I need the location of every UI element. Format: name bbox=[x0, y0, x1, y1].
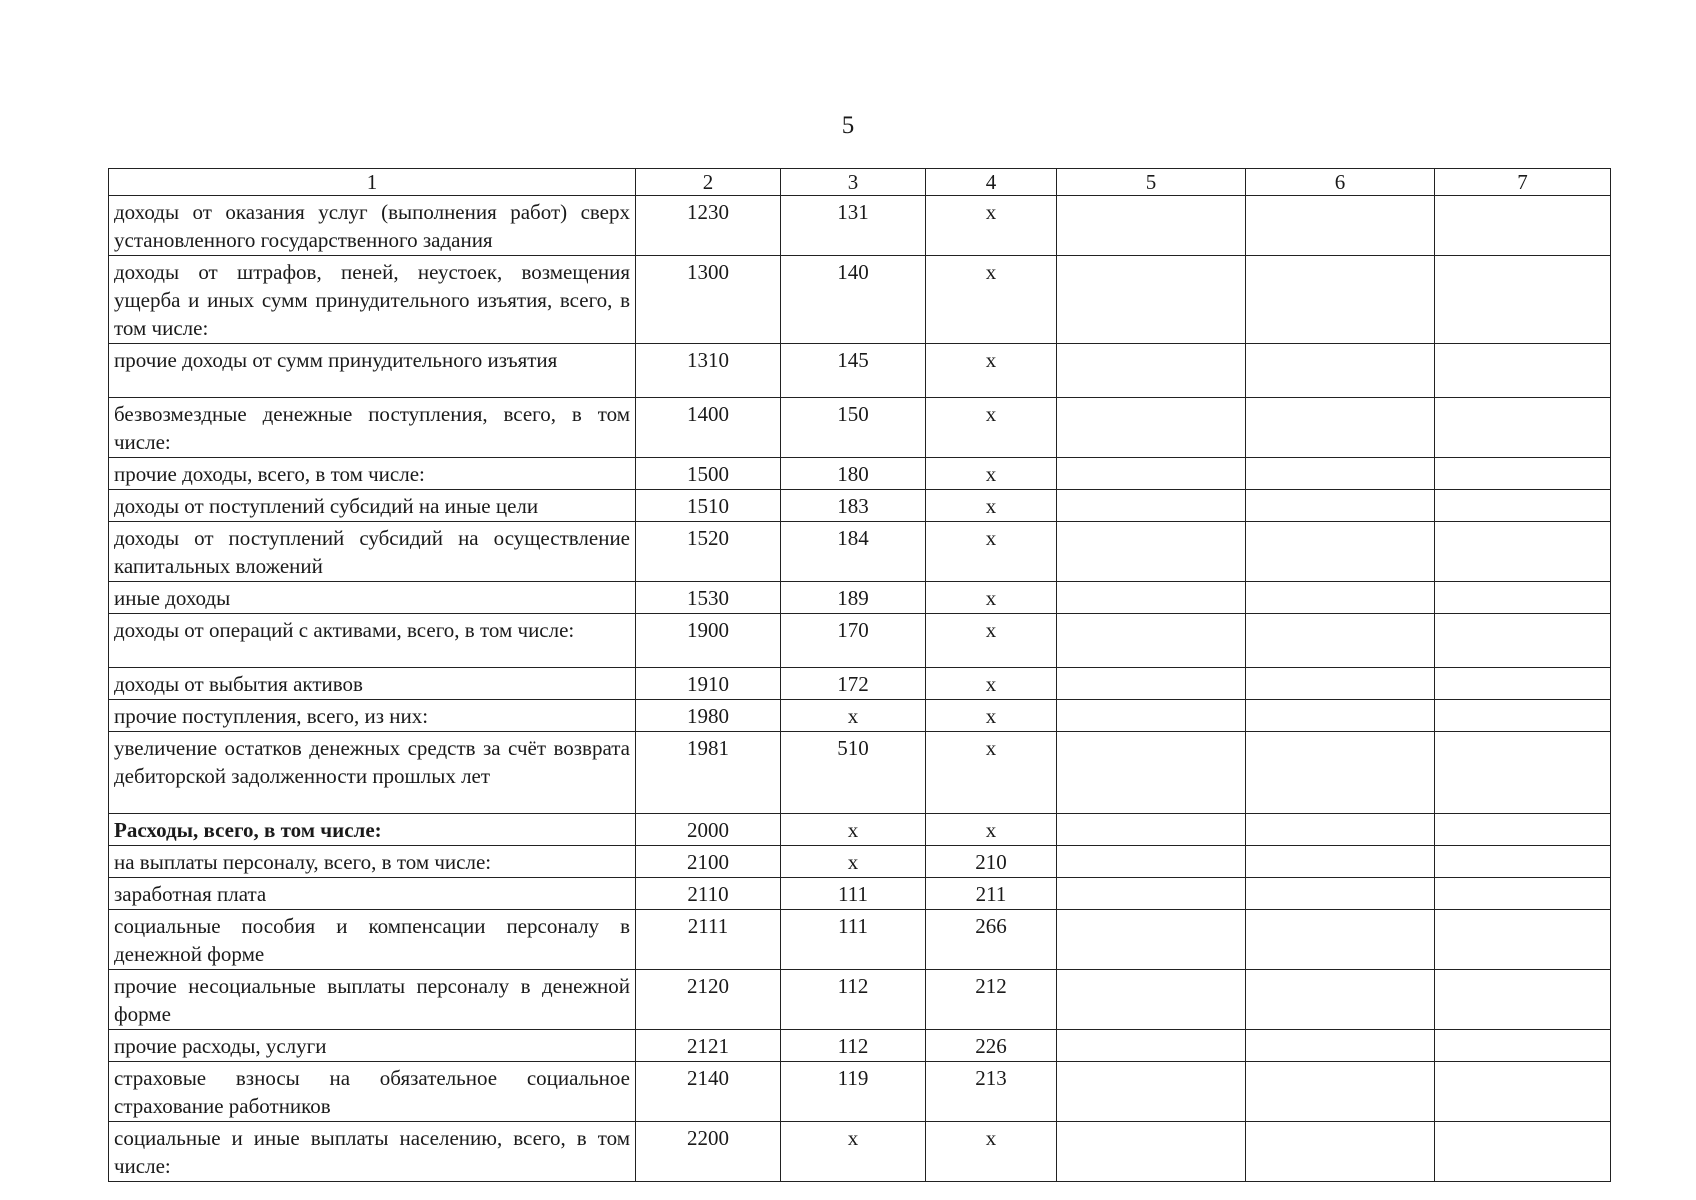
row-column-7 bbox=[1435, 878, 1611, 910]
table-row bbox=[109, 458, 1611, 490]
row-kosgu-code: x bbox=[781, 814, 926, 846]
header-cell-4: 4 bbox=[926, 169, 1057, 196]
row-column-4: x bbox=[926, 398, 1057, 458]
row-column-7 bbox=[1435, 1030, 1611, 1062]
row-column-6 bbox=[1246, 846, 1435, 878]
row-column-6 bbox=[1246, 398, 1435, 458]
row-column-7 bbox=[1435, 846, 1611, 878]
row-column-4: x bbox=[926, 814, 1057, 846]
row-description: прочие несоциальные выплаты персоналу в денежной форме bbox=[109, 970, 636, 1030]
row-column-7 bbox=[1435, 398, 1611, 458]
row-column-4: x bbox=[926, 458, 1057, 490]
table-body bbox=[109, 196, 1611, 1182]
row-column-7 bbox=[1435, 490, 1611, 522]
row-code: 1510 bbox=[636, 490, 781, 522]
row-code: 2121 bbox=[636, 1030, 781, 1062]
row-code: 2000 bbox=[636, 814, 781, 846]
row-column-4: x bbox=[926, 700, 1057, 732]
row-column-5 bbox=[1057, 458, 1246, 490]
table-row bbox=[109, 582, 1611, 614]
row-column-6 bbox=[1246, 582, 1435, 614]
row-description: страховые взносы на обязательное социальное страхование работников bbox=[109, 1062, 636, 1122]
row-column-7 bbox=[1435, 614, 1611, 668]
row-column-6 bbox=[1246, 614, 1435, 668]
row-column-5 bbox=[1057, 196, 1246, 256]
row-kosgu-code: 112 bbox=[781, 1030, 926, 1062]
row-description: доходы от оказания услуг (выполнения работ) сверх установленного государственного задания bbox=[109, 196, 636, 256]
row-description: доходы от операций с активами, всего, в том числе: bbox=[109, 614, 636, 668]
row-column-4: x bbox=[926, 490, 1057, 522]
row-column-7 bbox=[1435, 582, 1611, 614]
row-code: 2110 bbox=[636, 878, 781, 910]
row-code: 1300 bbox=[636, 256, 781, 344]
row-column-5 bbox=[1057, 256, 1246, 344]
row-kosgu-code: 510 bbox=[781, 732, 926, 814]
row-column-5 bbox=[1057, 614, 1246, 668]
row-code: 1500 bbox=[636, 458, 781, 490]
header-cell-7: 7 bbox=[1435, 169, 1611, 196]
row-column-5 bbox=[1057, 970, 1246, 1030]
row-code: 1310 bbox=[636, 344, 781, 398]
row-column-4: x bbox=[926, 582, 1057, 614]
table-row bbox=[109, 700, 1611, 732]
table-row bbox=[109, 256, 1611, 344]
row-column-6 bbox=[1246, 196, 1435, 256]
row-column-4: x bbox=[926, 668, 1057, 700]
row-column-4: x bbox=[926, 522, 1057, 582]
table-row bbox=[109, 732, 1611, 814]
row-description: Расходы, всего, в том числе: bbox=[109, 814, 636, 846]
row-description: увеличение остатков денежных средств за счёт возврата дебиторской задолженности прошлых лет bbox=[109, 732, 636, 814]
row-description: доходы от выбытия активов bbox=[109, 668, 636, 700]
row-column-7 bbox=[1435, 668, 1611, 700]
row-column-7 bbox=[1435, 256, 1611, 344]
row-kosgu-code: 172 bbox=[781, 668, 926, 700]
row-description: заработная плата bbox=[109, 878, 636, 910]
row-kosgu-code: x bbox=[781, 846, 926, 878]
row-kosgu-code: 180 bbox=[781, 458, 926, 490]
table-row bbox=[109, 814, 1611, 846]
row-column-5 bbox=[1057, 1062, 1246, 1122]
row-column-4: 266 bbox=[926, 910, 1057, 970]
row-column-5 bbox=[1057, 1122, 1246, 1182]
row-column-5 bbox=[1057, 846, 1246, 878]
row-code: 1520 bbox=[636, 522, 781, 582]
row-column-7 bbox=[1435, 732, 1611, 814]
table-row bbox=[109, 614, 1611, 668]
table-row bbox=[109, 970, 1611, 1030]
row-code: 2140 bbox=[636, 1062, 781, 1122]
table-row bbox=[109, 668, 1611, 700]
row-code: 2120 bbox=[636, 970, 781, 1030]
row-column-4: x bbox=[926, 256, 1057, 344]
row-kosgu-code: 131 bbox=[781, 196, 926, 256]
row-column-6 bbox=[1246, 700, 1435, 732]
row-description: прочие доходы, всего, в том числе: bbox=[109, 458, 636, 490]
row-column-4: x bbox=[926, 1122, 1057, 1182]
table-row bbox=[109, 398, 1611, 458]
row-column-6 bbox=[1246, 490, 1435, 522]
row-column-6 bbox=[1246, 344, 1435, 398]
table-row bbox=[109, 344, 1611, 398]
header-cell-1: 1 bbox=[109, 169, 636, 196]
row-column-4: 211 bbox=[926, 878, 1057, 910]
row-kosgu-code: 189 bbox=[781, 582, 926, 614]
plan-table-container bbox=[108, 168, 1610, 1182]
row-description: на выплаты персоналу, всего, в том числе: bbox=[109, 846, 636, 878]
row-description: социальные пособия и компенсации персоналу в денежной форме bbox=[109, 910, 636, 970]
row-column-6 bbox=[1246, 732, 1435, 814]
row-column-7 bbox=[1435, 1122, 1611, 1182]
row-column-7 bbox=[1435, 910, 1611, 970]
row-kosgu-code: x bbox=[781, 700, 926, 732]
row-column-4: x bbox=[926, 732, 1057, 814]
row-column-6 bbox=[1246, 970, 1435, 1030]
row-kosgu-code: 119 bbox=[781, 1062, 926, 1122]
row-column-5 bbox=[1057, 700, 1246, 732]
row-column-7 bbox=[1435, 1062, 1611, 1122]
page-number: 5 bbox=[841, 112, 855, 139]
row-code: 1980 bbox=[636, 700, 781, 732]
row-kosgu-code: 111 bbox=[781, 910, 926, 970]
row-column-6 bbox=[1246, 522, 1435, 582]
row-kosgu-code: x bbox=[781, 1122, 926, 1182]
table-row bbox=[109, 522, 1611, 582]
row-column-7 bbox=[1435, 458, 1611, 490]
row-column-4: 213 bbox=[926, 1062, 1057, 1122]
header-cell-5: 5 bbox=[1057, 169, 1246, 196]
row-column-4: x bbox=[926, 196, 1057, 256]
row-column-7 bbox=[1435, 700, 1611, 732]
table-row bbox=[109, 910, 1611, 970]
row-column-6 bbox=[1246, 1062, 1435, 1122]
row-column-5 bbox=[1057, 398, 1246, 458]
row-column-5 bbox=[1057, 582, 1246, 614]
table-row bbox=[109, 1122, 1611, 1182]
row-column-7 bbox=[1435, 814, 1611, 846]
row-code: 1910 bbox=[636, 668, 781, 700]
row-column-6 bbox=[1246, 1030, 1435, 1062]
header-cell-6: 6 bbox=[1246, 169, 1435, 196]
table-row bbox=[109, 196, 1611, 256]
row-column-5 bbox=[1057, 910, 1246, 970]
row-code: 1230 bbox=[636, 196, 781, 256]
row-kosgu-code: 183 bbox=[781, 490, 926, 522]
row-column-4: 226 bbox=[926, 1030, 1057, 1062]
row-kosgu-code: 170 bbox=[781, 614, 926, 668]
row-column-5 bbox=[1057, 878, 1246, 910]
row-description: доходы от поступлений субсидий на иные цели bbox=[109, 490, 636, 522]
row-column-6 bbox=[1246, 878, 1435, 910]
row-code: 2111 bbox=[636, 910, 781, 970]
row-description: прочие расходы, услуги bbox=[109, 1030, 636, 1062]
row-code: 1400 bbox=[636, 398, 781, 458]
table-row bbox=[109, 1062, 1611, 1122]
row-kosgu-code: 145 bbox=[781, 344, 926, 398]
row-description: прочие доходы от сумм принудительного изъятия bbox=[109, 344, 636, 398]
row-column-4: x bbox=[926, 344, 1057, 398]
row-kosgu-code: 150 bbox=[781, 398, 926, 458]
row-column-6 bbox=[1246, 1122, 1435, 1182]
row-column-5 bbox=[1057, 344, 1246, 398]
row-column-4: 212 bbox=[926, 970, 1057, 1030]
row-code: 1530 bbox=[636, 582, 781, 614]
row-column-4: x bbox=[926, 614, 1057, 668]
row-code: 2200 bbox=[636, 1122, 781, 1182]
row-column-7 bbox=[1435, 196, 1611, 256]
row-description: прочие поступления, всего, из них: bbox=[109, 700, 636, 732]
row-kosgu-code: 140 bbox=[781, 256, 926, 344]
row-column-5 bbox=[1057, 522, 1246, 582]
row-column-6 bbox=[1246, 668, 1435, 700]
row-column-6 bbox=[1246, 458, 1435, 490]
row-column-7 bbox=[1435, 970, 1611, 1030]
row-kosgu-code: 112 bbox=[781, 970, 926, 1030]
row-code: 1981 bbox=[636, 732, 781, 814]
row-column-6 bbox=[1246, 256, 1435, 344]
table-row bbox=[109, 878, 1611, 910]
row-description: доходы от штрафов, пеней, неустоек, возмещения ущерба и иных сумм принудительного изъятия, всего, в том числе: bbox=[109, 256, 636, 344]
table-row bbox=[109, 1030, 1611, 1062]
plan-table bbox=[108, 168, 1611, 1182]
row-column-6 bbox=[1246, 910, 1435, 970]
table-row bbox=[109, 846, 1611, 878]
table-row bbox=[109, 490, 1611, 522]
row-column-5 bbox=[1057, 1030, 1246, 1062]
row-kosgu-code: 184 bbox=[781, 522, 926, 582]
row-code: 2100 bbox=[636, 846, 781, 878]
row-description: безвозмездные денежные поступления, всего, в том числе: bbox=[109, 398, 636, 458]
row-code: 1900 bbox=[636, 614, 781, 668]
header-cell-3: 3 bbox=[781, 169, 926, 196]
row-description: иные доходы bbox=[109, 582, 636, 614]
row-kosgu-code: 111 bbox=[781, 878, 926, 910]
row-column-7 bbox=[1435, 522, 1611, 582]
row-column-5 bbox=[1057, 490, 1246, 522]
header-cell-2: 2 bbox=[636, 169, 781, 196]
row-column-5 bbox=[1057, 668, 1246, 700]
row-column-4: 210 bbox=[926, 846, 1057, 878]
header-row bbox=[109, 169, 1611, 196]
row-column-5 bbox=[1057, 732, 1246, 814]
row-column-5 bbox=[1057, 814, 1246, 846]
row-description: социальные и иные выплаты населению, всего, в том числе: bbox=[109, 1122, 636, 1182]
row-column-6 bbox=[1246, 814, 1435, 846]
row-column-7 bbox=[1435, 344, 1611, 398]
row-description: доходы от поступлений субсидий на осуществление капитальных вложений bbox=[109, 522, 636, 582]
